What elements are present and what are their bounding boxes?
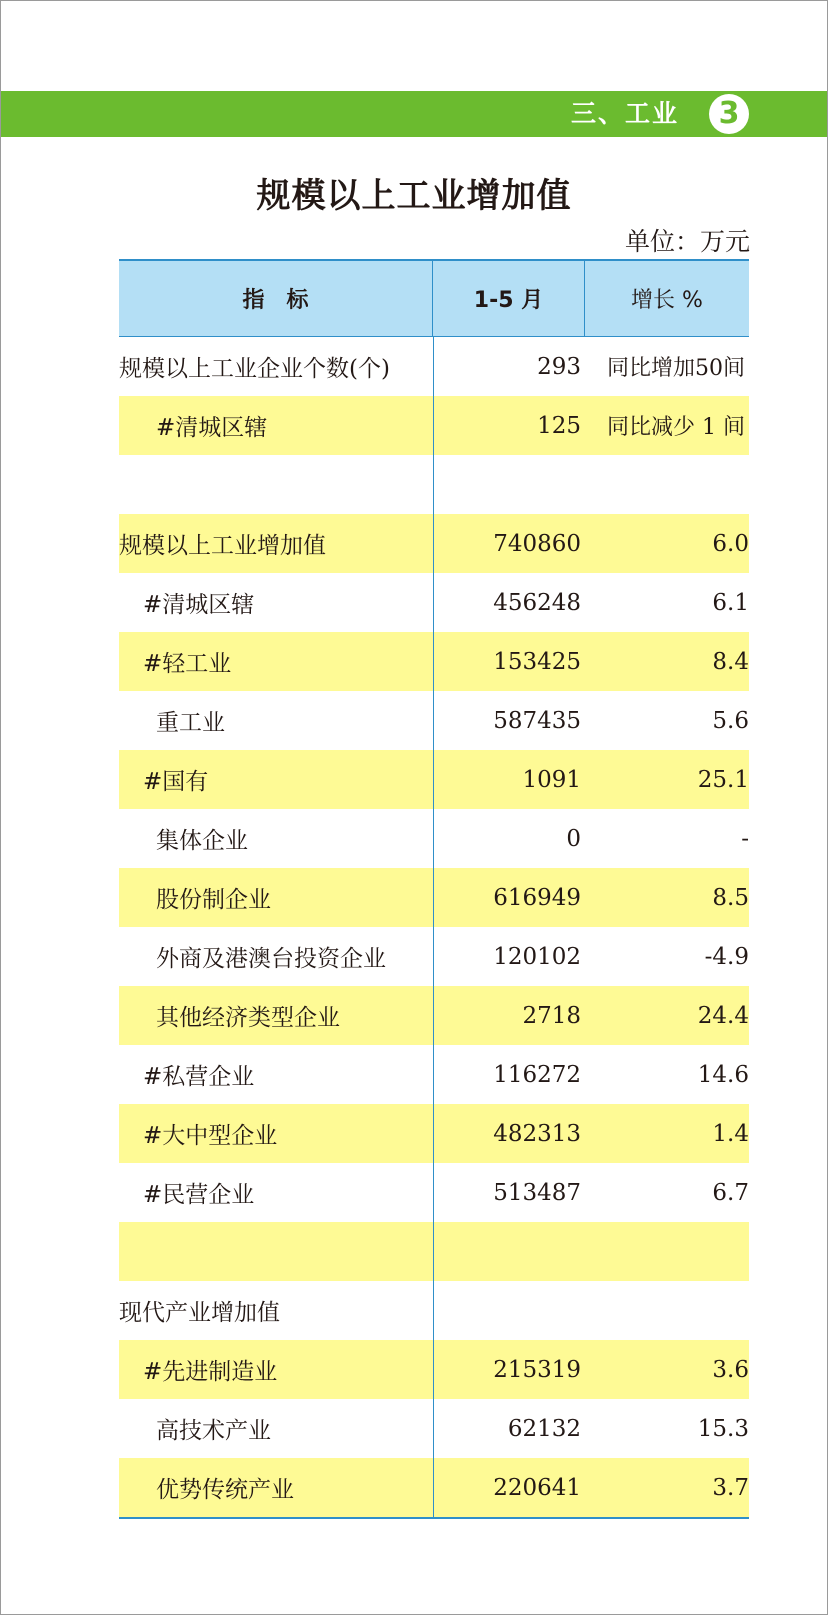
table-row [119,632,749,691]
header-period: 1-5 月 [433,261,585,336]
row-value: 1091 [522,766,581,793]
section-title: 三、工业 [570,99,679,128]
table-row [119,750,749,809]
row-growth: 6.1 [712,589,749,616]
row-growth: 15.3 [697,1415,749,1442]
header-indicator: 指 标 [119,261,433,336]
row-label: #轻工业 [143,651,232,677]
row-label: #民营企业 [143,1182,255,1208]
table-row [119,691,749,750]
row-value: 513487 [493,1179,581,1206]
row-value: 0 [566,825,581,852]
table-row [119,809,749,868]
row-growth: 同比增加50间 [607,356,745,381]
row-value: 125 [537,412,581,439]
unit-label: 单位：万元 [624,227,750,256]
row-label: #先进制造业 [143,1359,278,1385]
section-number-badge: 3 [709,94,749,134]
row-label: 优势传统产业 [156,1477,294,1503]
row-label: #私营企业 [143,1064,255,1090]
table-body [119,337,749,1519]
row-growth: 同比减少 1 间 [607,415,745,440]
table-row [119,1104,749,1163]
table-row [119,1340,749,1399]
table-row [119,455,749,514]
row-label: 其他经济类型企业 [156,1005,340,1031]
row-growth: 3.6 [712,1356,749,1383]
row-label: #清城区辖 [156,415,268,441]
table-row [119,1163,749,1222]
column-divider [433,337,434,1517]
table-row [119,1458,749,1517]
table-header [119,259,749,337]
row-growth: 8.4 [712,648,749,675]
row-label: 外商及港澳台投资企业 [156,946,386,972]
row-value: 482313 [493,1120,581,1147]
row-label: #大中型企业 [143,1123,278,1149]
row-growth: 8.5 [712,884,749,911]
table-row [119,927,749,986]
row-growth: - [741,825,749,852]
row-growth: 3.7 [712,1474,749,1501]
row-value: 2718 [522,1002,581,1029]
statistics-table [119,259,749,1519]
row-label: #国有 [143,769,209,795]
row-value: 456248 [493,589,581,616]
row-value: 62132 [507,1415,581,1442]
row-growth: 6.0 [712,530,749,557]
row-label: 集体企业 [156,828,248,854]
table-row [119,986,749,1045]
table-row [119,868,749,927]
row-growth: 24.4 [697,1002,749,1029]
table-row [119,1222,749,1281]
row-label: 股份制企业 [156,887,271,913]
row-value: 120102 [493,943,581,970]
row-value: 616949 [493,884,581,911]
row-value: 116272 [493,1061,581,1088]
row-label: #清城区辖 [143,592,255,618]
row-value: 587435 [493,707,581,734]
row-growth: -4.9 [704,943,749,970]
row-value: 220641 [493,1474,581,1501]
row-value: 215319 [493,1356,581,1383]
section-banner [1,91,827,137]
row-label: 规模以上工业企业个数(个) [119,356,390,382]
table-row [119,1281,749,1340]
row-label: 规模以上工业增加值 [119,533,326,559]
row-value: 740860 [493,530,581,557]
table-row [119,1399,749,1458]
row-growth: 1.4 [712,1120,749,1147]
row-growth: 14.6 [697,1061,749,1088]
row-value: 293 [537,353,581,380]
row-label: 重工业 [156,710,225,736]
row-value: 153425 [493,648,581,675]
row-growth: 5.6 [712,707,749,734]
row-label: 现代产业增加值 [119,1300,280,1326]
header-growth: 增长 % [631,288,703,313]
table-row [119,337,749,396]
table-row [119,396,749,455]
table-row [119,514,749,573]
row-label: 高技术产业 [156,1418,271,1444]
row-growth: 6.7 [712,1179,749,1206]
table-row [119,1045,749,1104]
row-growth: 25.1 [697,766,749,793]
page-title: 规模以上工业增加值 [256,176,572,216]
table-row [119,573,749,632]
